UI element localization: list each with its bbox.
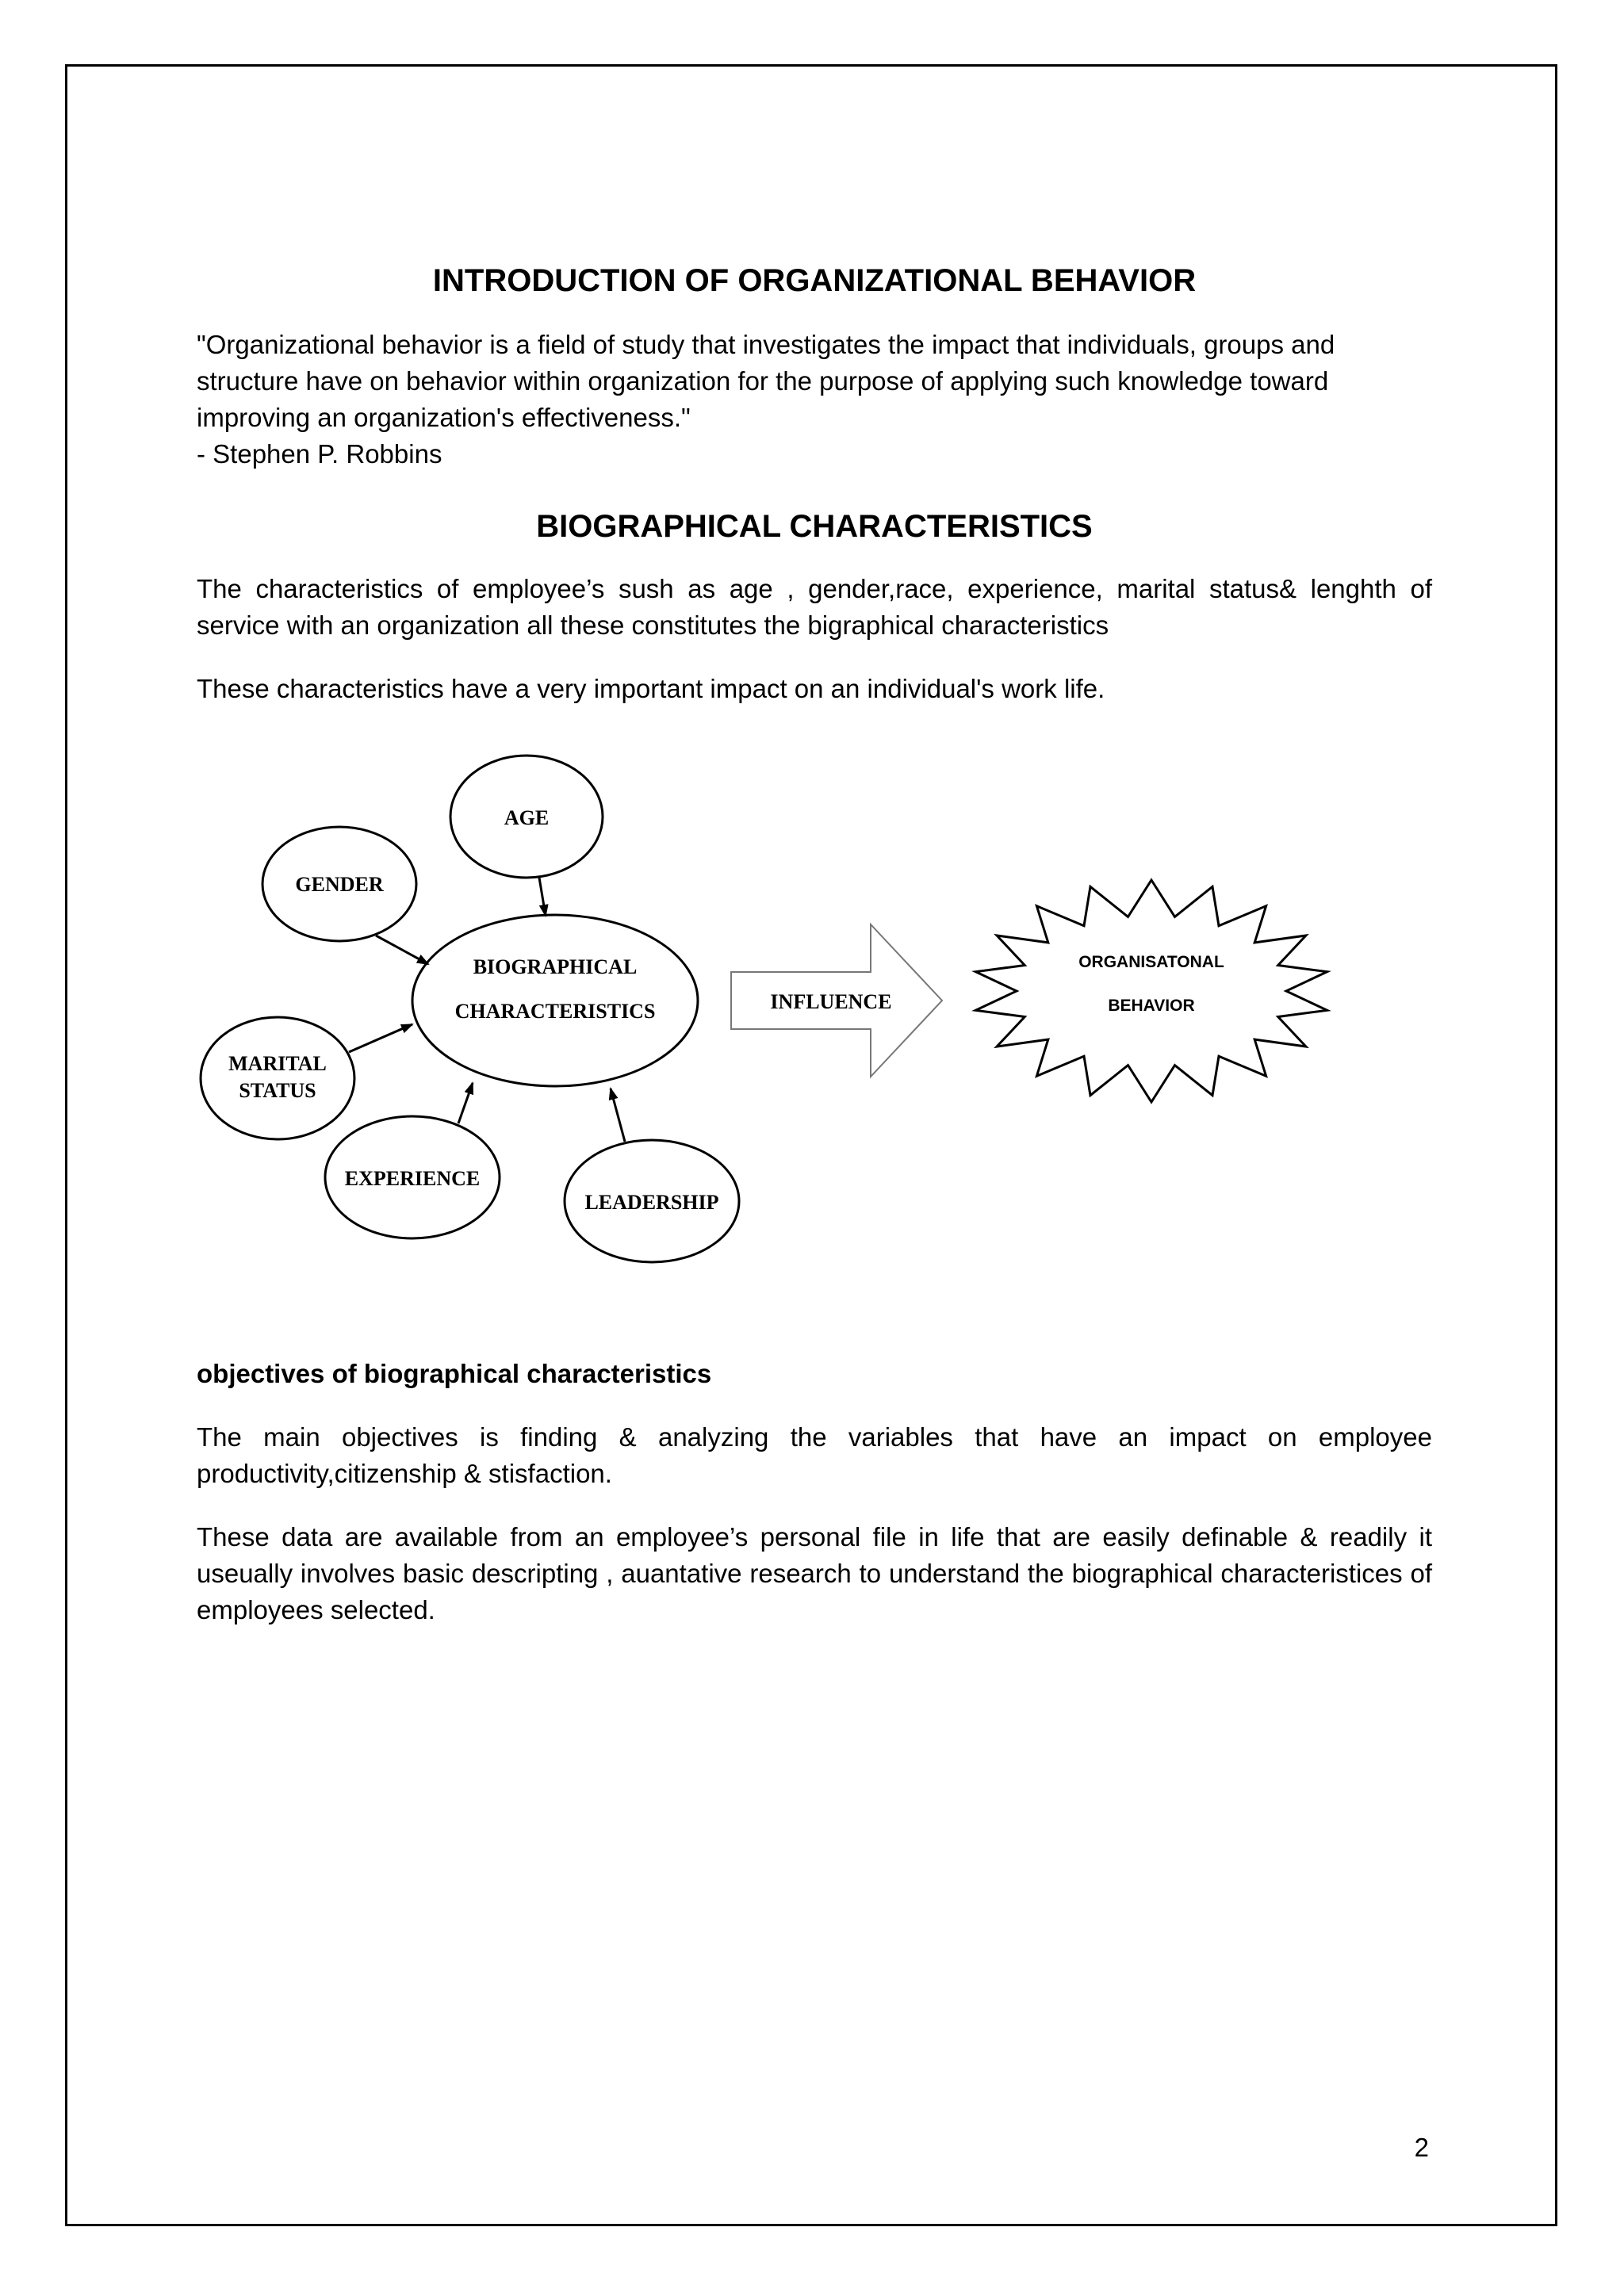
- objectives-section: [197, 1356, 1432, 1655]
- center-label-line2: CHARACTERISTICS: [454, 1000, 656, 1023]
- paragraph-impact: These characteristics have a very important impact on an individual's work life.: [197, 674, 1105, 703]
- paragraph-data-sources: These data are available from an employee’s personal file in life that are easily definable & readily it useually involves basic descripting , auantative research to understand the biographical characteristices of employees selected.: [197, 1522, 1432, 1624]
- experience-arrow: [458, 1083, 473, 1123]
- gender-label: GENDER: [295, 873, 384, 896]
- gender-arrow: [376, 936, 428, 964]
- outcome-label-line2: BEHAVIOR: [1108, 997, 1195, 1015]
- age-arrow: [539, 878, 546, 916]
- leadership-arrow: [611, 1089, 625, 1142]
- robbins-quote: [197, 327, 1432, 473]
- age-label: AGE: [504, 806, 550, 829]
- outcome-label-line1: ORGANISATONAL: [1078, 953, 1224, 971]
- paragraph-objectives: The main objectives is finding & analyzing the variables that have an impact on employee productivity,citizenship & stisfaction.: [197, 1422, 1432, 1488]
- marital-label-line2: STATUS: [239, 1079, 316, 1102]
- heading-biographical: BIOGRAPHICAL CHARACTERISTICS: [536, 509, 1093, 544]
- subheading-objectives: objectives of biographical characteristics: [197, 1359, 712, 1388]
- document-body: [197, 262, 1432, 734]
- marital-arrow: [349, 1024, 412, 1052]
- influence-label: INFLUENCE: [770, 990, 892, 1013]
- heading-introduction: INTRODUCTION OF ORGANIZATIONAL BEHAVIOR: [432, 263, 1197, 298]
- marital-label-line1: MARITAL: [228, 1052, 327, 1075]
- page-number: 2: [1414, 2133, 1429, 2162]
- diagram-svg: [190, 753, 1348, 1276]
- marital-status-node: [201, 1017, 354, 1139]
- center-label-line1: BIOGRAPHICAL: [473, 955, 638, 978]
- biographical-diagram: [190, 753, 1348, 1276]
- organisational-behavior-burst: [975, 880, 1327, 1102]
- quote-text: "Organizational behavior is a field of study that investigates the impact that individuals, groups and structure have on behavior within organization for the purpose of applying such knowledge toward improving an organization's effectiveness.": [197, 330, 1335, 432]
- experience-label: EXPERIENCE: [344, 1167, 481, 1190]
- quote-author: - Stephen P. Robbins: [197, 439, 442, 469]
- leadership-label: LEADERSHIP: [584, 1191, 719, 1214]
- paragraph-characteristics: The characteristics of employee’s sush as age , gender,race, experience, marital status& lenghth of service with an organization all these constitutes the bigraphical characteristics: [197, 574, 1432, 640]
